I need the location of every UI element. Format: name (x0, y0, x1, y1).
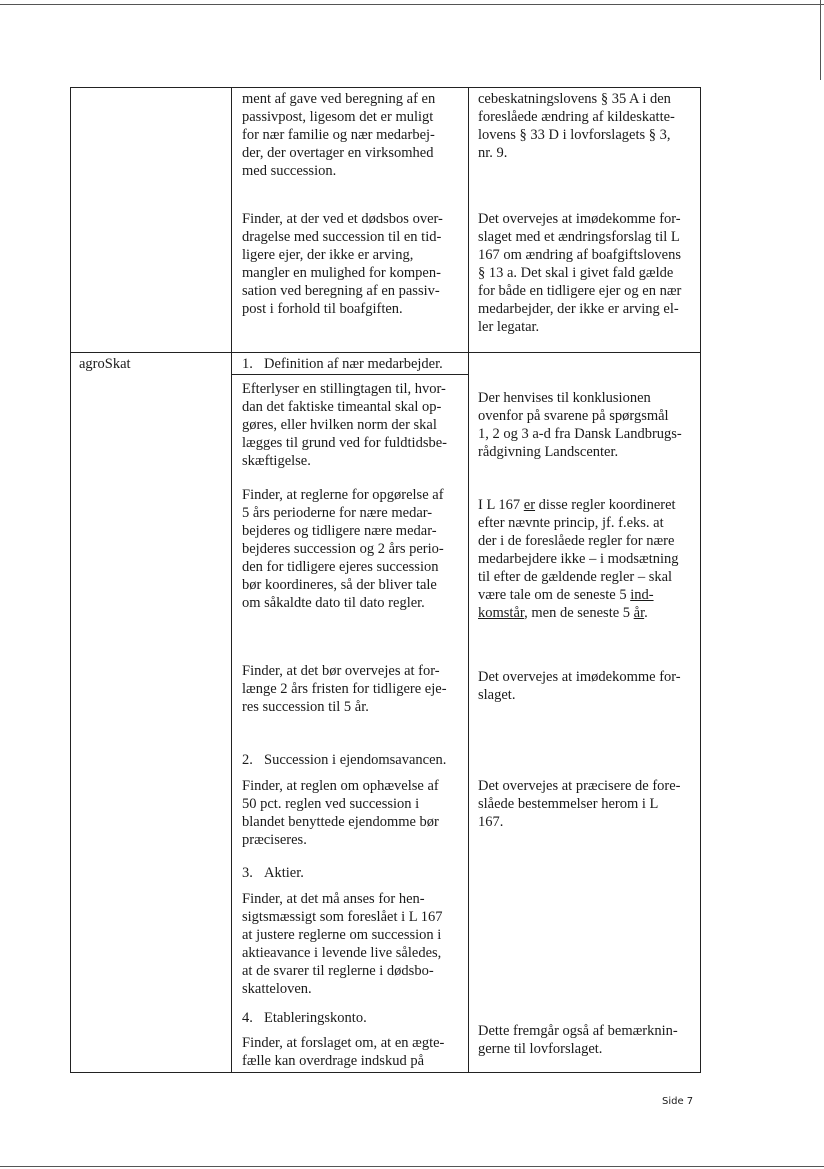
response-paragraph: Dette fremgår også af bemærknin- gerne til lovforslaget. (478, 1023, 678, 1057)
comment-cell (232, 353, 469, 1073)
section-heading-1: 1. Definition af nær medarbejder. (242, 356, 443, 372)
response-paragraph: Det overvejes at imødekomme for- slaget. (478, 669, 681, 703)
response-paragraph: cebeskatningslovens § 35 A i den foreslåede ændring af kildeskatte- lovens § 33 D i lovforslagets § 3, nr. 9. (478, 91, 675, 161)
comment-paragraph: Finder, at forslaget om, at en ægte- fælle kan overdrage indskud på (242, 1035, 445, 1069)
org-cell (71, 353, 232, 1073)
comment-paragraph: Finder, at reglen om ophævelse af 50 pct. reglen ved succession i blandet benyttede ejendomme bør præciseres. (242, 778, 439, 848)
comment-paragraph: Efterlyser en stillingtagen til, hvor- dan det faktiske timeantal skal op- gøres, eller hvilken norm der skal lægges til grund ved for fuldtidsbe- skæftigelse. (242, 381, 447, 469)
comment-paragraph: Finder, at det må anses for hen- sigtsmæssigt som foreslået i L 167 at justere reglerne om succession i aktieavance i levende live således, at de svarer til reglerne i dødsbo- skatteloven. (242, 891, 443, 997)
scan-edge-line-top (0, 4, 824, 5)
page-number: Side 7 (662, 1096, 694, 1107)
response-paragraph: Der henvises til konklusionen ovenfor på svarene på spørgsmål 1, 2 og 3 a-d fra Dansk Landbrugs- rådgivning Landscenter. (478, 390, 682, 460)
scan-edge-line-right (820, 0, 821, 80)
comment-paragraph: Finder, at reglerne for opgørelse af 5 års perioderne for nære medar- bejderes og tidligere nære medar- bejderes succession og 2 års perio- den for tidligere ejeres succession bør koordineres, så der bliver tale om såkaldte dato til dato regler. (242, 487, 444, 611)
comment-paragraph: Finder, at der ved et dødsbos over- dragelse med succession til en tid- ligere ejer, der ikke er arving, mangler en mulighed for kompen- sation ved beregning af en passiv- post i forhold til boafgiften. (242, 211, 443, 317)
comments-table (70, 87, 701, 1073)
comment-paragraph: ment af gave ved beregning af en passivpost, ligesom det er muligt for nær familie og nær medarbej- der, der overtager en virksomhed med succession. (242, 91, 436, 179)
table-row (71, 88, 701, 353)
comment-paragraph: Finder, at det bør overvejes at for- længe 2 års fristen for tidligere eje- res succession til 5 år. (242, 663, 447, 715)
heading-divider (232, 374, 468, 375)
section-heading-4: 4. Etableringskonto. (242, 1010, 367, 1026)
org-cell (71, 88, 232, 353)
comment-cell (232, 88, 469, 353)
response-cell (469, 88, 701, 353)
response-cell (469, 353, 701, 1073)
scan-edge-line-bottom (0, 1166, 824, 1167)
section-heading-2: 2. Succession i ejendomsavancen. (242, 752, 447, 768)
table-row (71, 353, 701, 1073)
response-paragraph: Det overvejes at præcisere de fore- slåede bestemmelser herom i L 167. (478, 778, 681, 830)
response-paragraph: I L 167 er disse regler koordineret efter nævnte princip, jf. f.eks. at der i de foreslåede regler for nære medarbejdere ikke – i modsætning til efter de gældende regler – skal være tale om de seneste 5 ind- komstår, men de seneste 5 år. (478, 497, 679, 621)
response-paragraph: Det overvejes at imødekomme for- slaget med et ændringsforslag til L 167 om ændring af boafgiftslovens § 13 a. Det skal i givet fald gælde for både en tidligere ejer og en nær medarbejder, der ikke er arving el- ler legatar. (478, 211, 682, 335)
section-heading-3: 3. Aktier. (242, 865, 304, 881)
organization-name: agroSkat (79, 356, 131, 372)
